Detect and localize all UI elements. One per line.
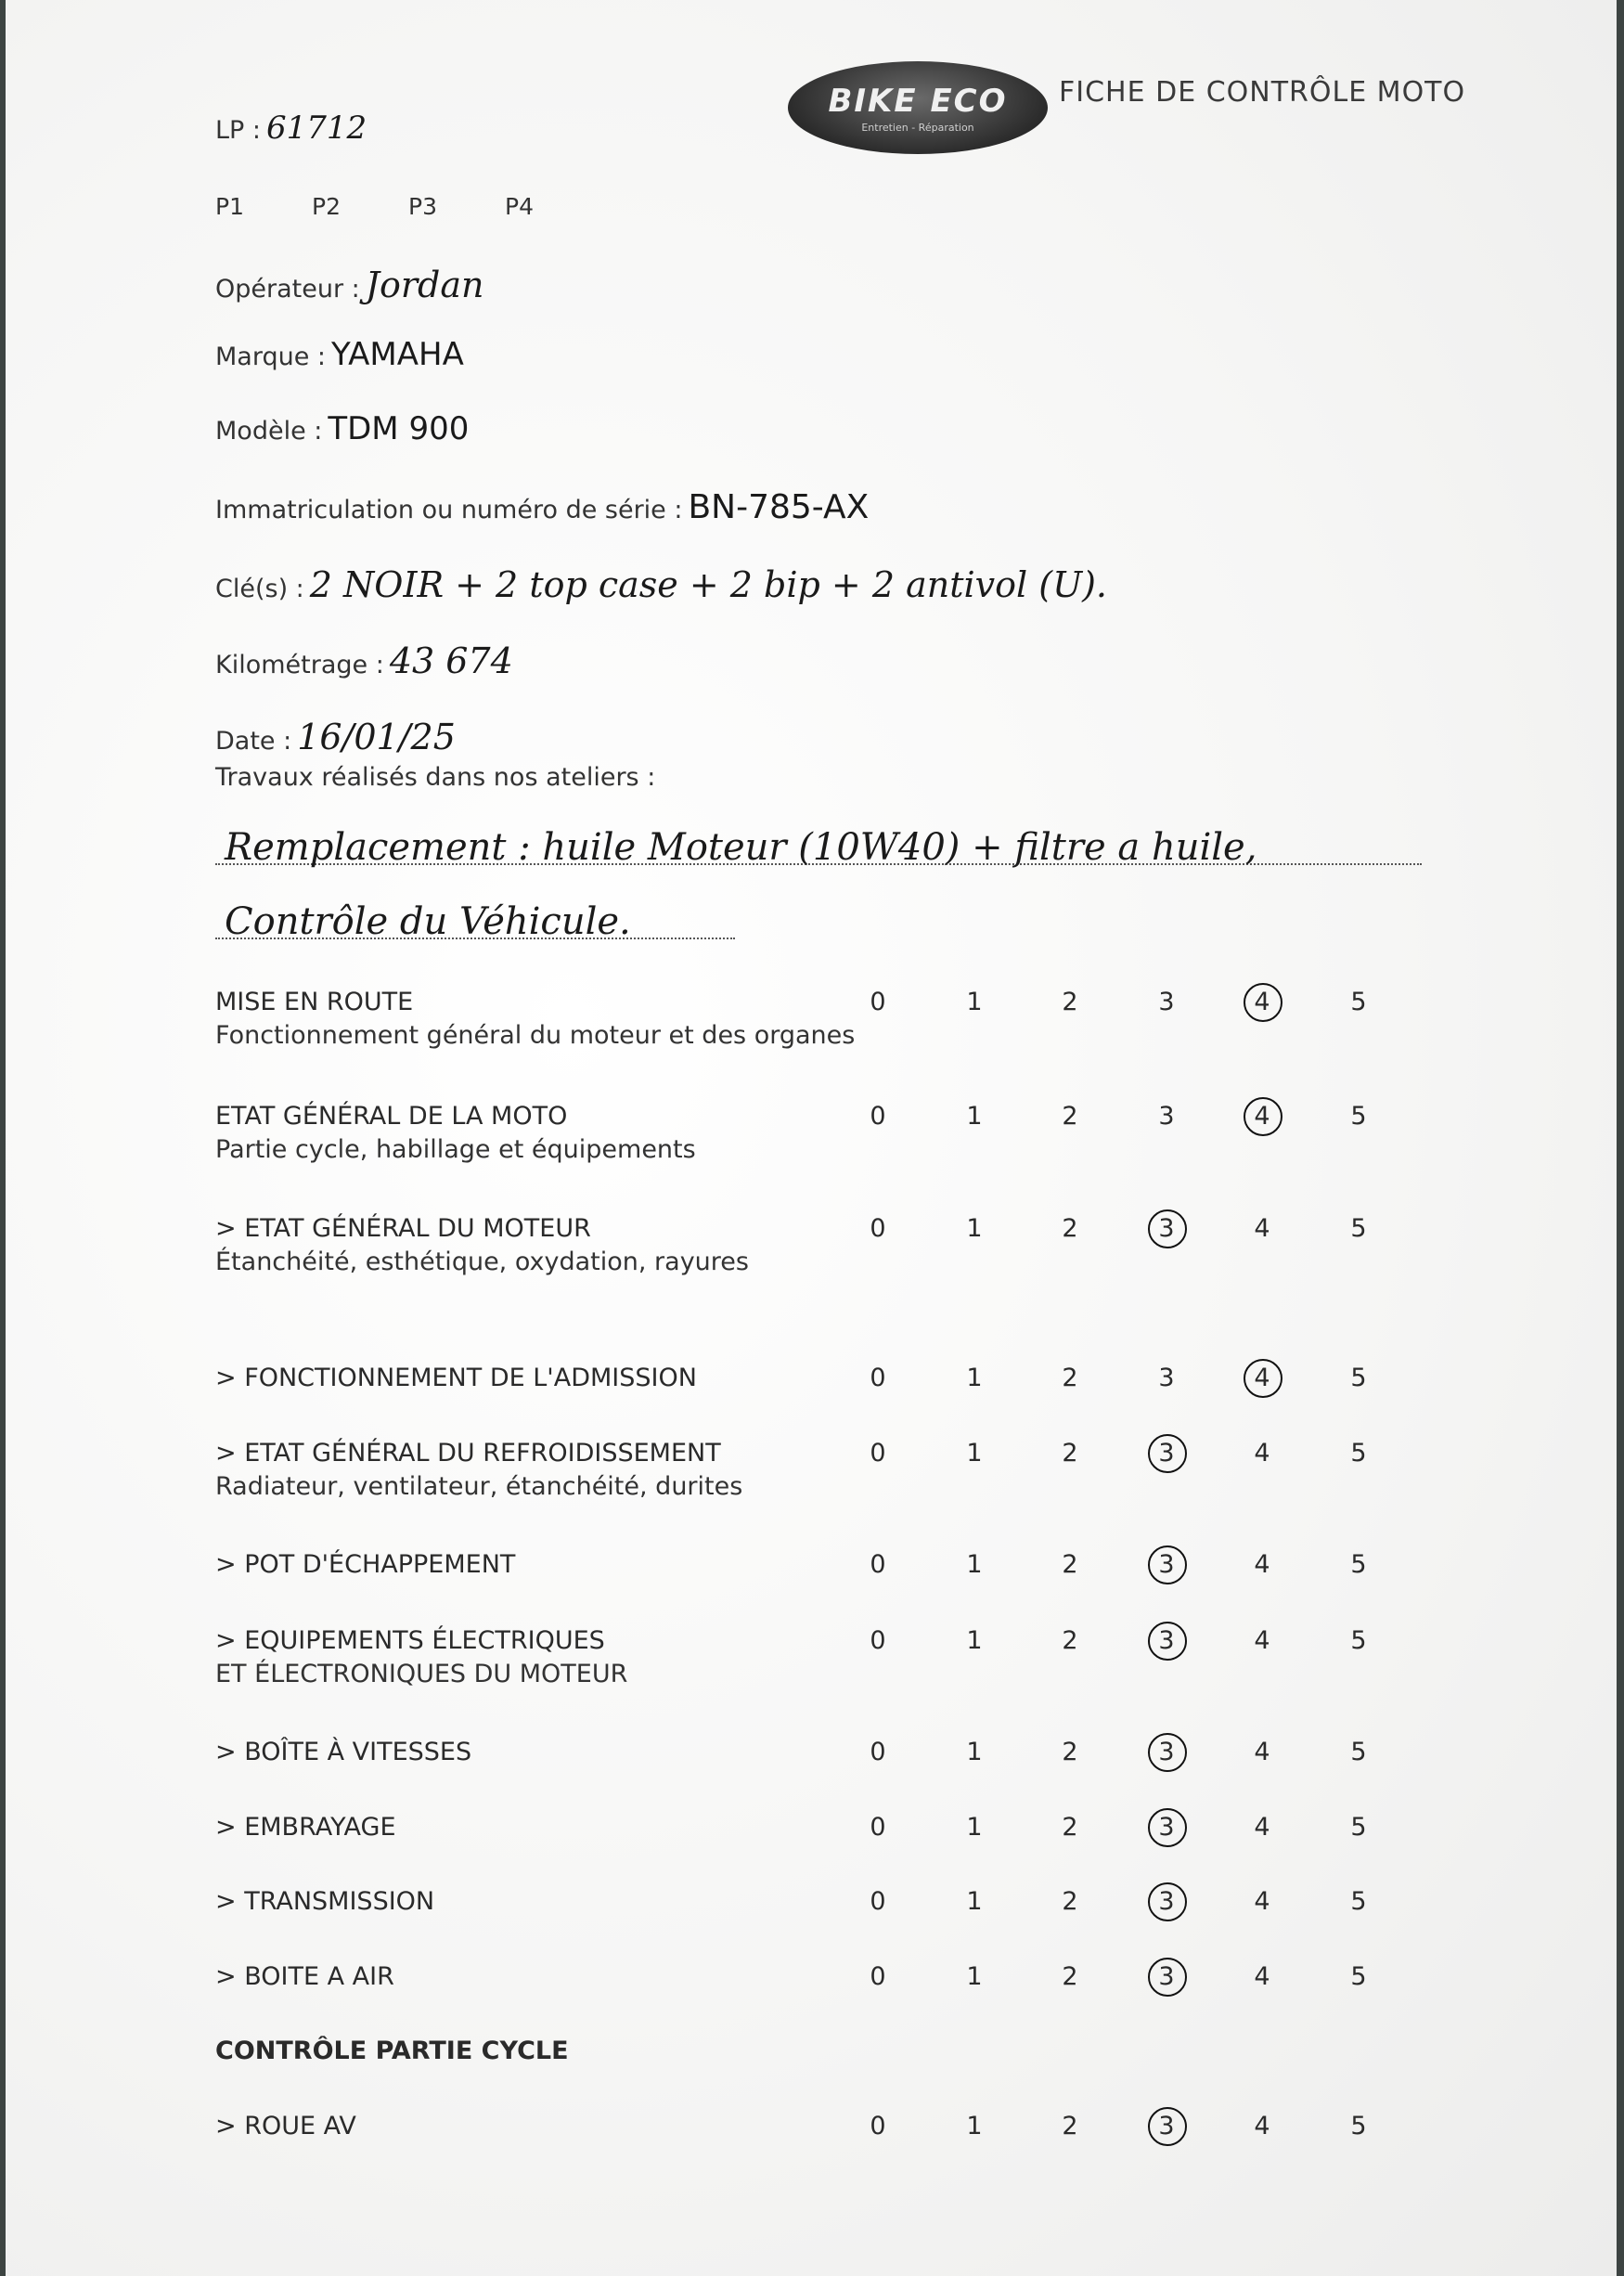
immatriculation-label: Immatriculation ou numéro de série : [215,496,683,524]
score-circled: 3 [1143,1809,1190,1846]
score-option: 1 [966,2112,983,2140]
score-option: 4 [1254,1738,1270,1766]
page-p2: P2 [312,193,341,220]
score-option: 5 [1350,1962,1367,1991]
date-field [215,717,456,757]
score-option: 5 [1350,1550,1367,1579]
control-sheet [6,0,1617,2276]
score-option: 2 [1062,1439,1078,1468]
score-option: 5 [1350,2112,1367,2140]
score-circled: 3 [1143,1959,1190,1996]
lp-label: LP : [215,116,262,145]
score-option: 1 [966,988,983,1016]
cles-value: 2 NOIR + 2 top case + 2 bip + 2 antivol (U). [309,564,1107,605]
score-option: 1 [966,1962,983,1991]
kilometrage-label: Kilométrage : [215,651,384,679]
check-label: > ETAT GÉNÉRAL DU MOTEUR [215,1214,591,1243]
marque-value: YAMAHA [331,336,464,373]
score-option: 2 [1062,1813,1078,1842]
operateur-value: Jordan [365,265,484,305]
check-label: ETAT GÉNÉRAL DE LA MOTO [215,1102,568,1131]
score-circled: 3 [1143,1435,1190,1472]
immatriculation-value: BN-785-AX [688,488,870,526]
score-option: 4 [1254,1550,1270,1579]
check-label: > EQUIPEMENTS ÉLECTRIQUES [215,1626,605,1655]
page-p1: P1 [215,193,244,220]
travaux-line-2 [215,882,735,943]
date-label: Date : [215,727,292,756]
check-row [215,1883,1412,1939]
check-label: > POT D'ÉCHAPPEMENT [215,1550,516,1579]
operateur-label: Opérateur : [215,275,360,304]
check-label: > TRANSMISSION [215,1887,435,1916]
score-option: 5 [1350,1626,1367,1655]
score-option: 0 [870,988,886,1016]
score-circled: 3 [1143,1623,1190,1660]
score-option: 1 [966,1626,983,1655]
cles-label: Clé(s) : [215,575,304,603]
check-label: > EMBRAYAGE [215,1813,396,1842]
score-option: 2 [1062,1102,1078,1131]
score-option: 5 [1350,1887,1367,1916]
score-option: 2 [1062,2112,1078,2140]
check-row [215,1435,1412,1501]
check-sublabel: Radiateur, ventilateur, étanchéité, durites [215,1472,743,1501]
check-sublabel: Fonctionnement général du moteur et des organes [215,1021,856,1050]
score-option: 1 [966,1550,983,1579]
cles-field [215,564,1107,605]
score-option: 4 [1254,1962,1270,1991]
modele-label: Modèle : [215,417,323,446]
score-option: 3 [1158,988,1175,1016]
score-option: 5 [1350,1738,1367,1766]
lp-field [215,110,367,147]
travaux-text-1: Remplacement : huile Moteur (10W40) + filtre a huile, [225,826,1257,869]
check-label: > BOÎTE À VITESSES [215,1738,472,1766]
score-option: 4 [1254,2112,1270,2140]
logo-text: BIKE ECO [828,82,1008,120]
score-option: 1 [966,1102,983,1131]
check-label: > BOITE A AIR [215,1962,394,1991]
travaux-label: Travaux réalisés dans nos ateliers : [215,763,656,792]
score-option: 0 [870,2112,886,2140]
score-circled: 3 [1143,1734,1190,1771]
modele-field [215,410,469,447]
score-option: 0 [870,1887,886,1916]
page-selector [215,193,601,220]
score-option: 0 [870,1962,886,1991]
page-p3: P3 [408,193,437,220]
check-label: > ROUE AV [215,2112,356,2140]
check-sublabel: Partie cycle, habillage et équipements [215,1135,696,1164]
score-option: 1 [966,1214,983,1243]
score-circled: 3 [1143,1883,1190,1920]
score-option: 0 [870,1102,886,1131]
score-option: 0 [870,1738,886,1766]
lp-value: 61712 [266,110,367,147]
score-option: 5 [1350,988,1367,1016]
check-row [215,2108,1412,2164]
date-value: 16/01/25 [297,717,456,757]
operateur-field [215,265,483,305]
check-sublabel: Étanchéité, esthétique, oxydation, rayures [215,1248,749,1276]
score-option: 2 [1062,1962,1078,1991]
check-row [215,1623,1412,1688]
section-cycle-title: CONTRÔLE PARTIE CYCLE [215,2037,569,2065]
score-option: 1 [966,1738,983,1766]
check-label: > ETAT GÉNÉRAL DU REFROIDISSEMENT [215,1439,721,1468]
score-option: 0 [870,1439,886,1468]
score-option: 2 [1062,1214,1078,1243]
travaux-text-2: Contrôle du Véhicule. [225,900,631,943]
score-option: 5 [1350,1214,1367,1243]
score-option: 1 [966,1887,983,1916]
check-row [215,1098,1412,1164]
score-option: 0 [870,1813,886,1842]
score-option: 4 [1254,1887,1270,1916]
score-option: 1 [966,1364,983,1392]
score-option: 5 [1350,1102,1367,1131]
section-cycle-title-row [215,2033,1412,2088]
score-option: 3 [1158,1364,1175,1392]
marque-label: Marque : [215,343,327,371]
logo-subtext: Entretien - Réparation [861,121,974,134]
check-row [215,984,1412,1050]
score-option: 4 [1254,1813,1270,1842]
score-option: 1 [966,1439,983,1468]
check-row [215,1734,1412,1790]
immatriculation-field [215,488,869,526]
score-option: 4 [1254,1439,1270,1468]
travaux-line-1 [215,808,1422,869]
marque-field [215,336,464,373]
score-option: 4 [1254,1214,1270,1243]
score-circled: 4 [1239,1098,1285,1135]
score-option: 2 [1062,1550,1078,1579]
score-circled: 3 [1143,2108,1190,2145]
score-option: 2 [1062,1626,1078,1655]
score-option: 4 [1254,1626,1270,1655]
page-p4: P4 [505,193,534,220]
score-option: 3 [1158,1102,1175,1131]
score-option: 2 [1062,1887,1078,1916]
score-option: 0 [870,1214,886,1243]
score-option: 5 [1350,1813,1367,1842]
score-circled: 4 [1239,1360,1285,1397]
sheet-title: FICHE DE CONTRÔLE MOTO [1059,76,1466,109]
check-row [215,1210,1412,1276]
score-option: 0 [870,1626,886,1655]
score-option: 2 [1062,1364,1078,1392]
score-option: 2 [1062,1738,1078,1766]
score-option: 5 [1350,1439,1367,1468]
kilometrage-value: 43 674 [389,640,513,681]
score-circled: 3 [1143,1210,1190,1248]
kilometrage-field [215,640,513,681]
check-row [215,1959,1412,2014]
check-row [215,1360,1412,1416]
check-label: MISE EN ROUTE [215,988,414,1016]
check-label: > FONCTIONNEMENT DE L'ADMISSION [215,1364,697,1392]
score-option: 5 [1350,1364,1367,1392]
score-circled: 3 [1143,1546,1190,1584]
modele-value: TDM 900 [328,410,470,447]
score-option: 1 [966,1813,983,1842]
score-option: 2 [1062,988,1078,1016]
check-row [215,1546,1412,1602]
bike-eco-logo [788,61,1048,154]
check-sublabel: ET ÉLECTRONIQUES DU MOTEUR [215,1660,628,1688]
score-option: 0 [870,1550,886,1579]
check-row [215,1809,1412,1865]
score-circled: 4 [1239,984,1285,1021]
score-option: 0 [870,1364,886,1392]
